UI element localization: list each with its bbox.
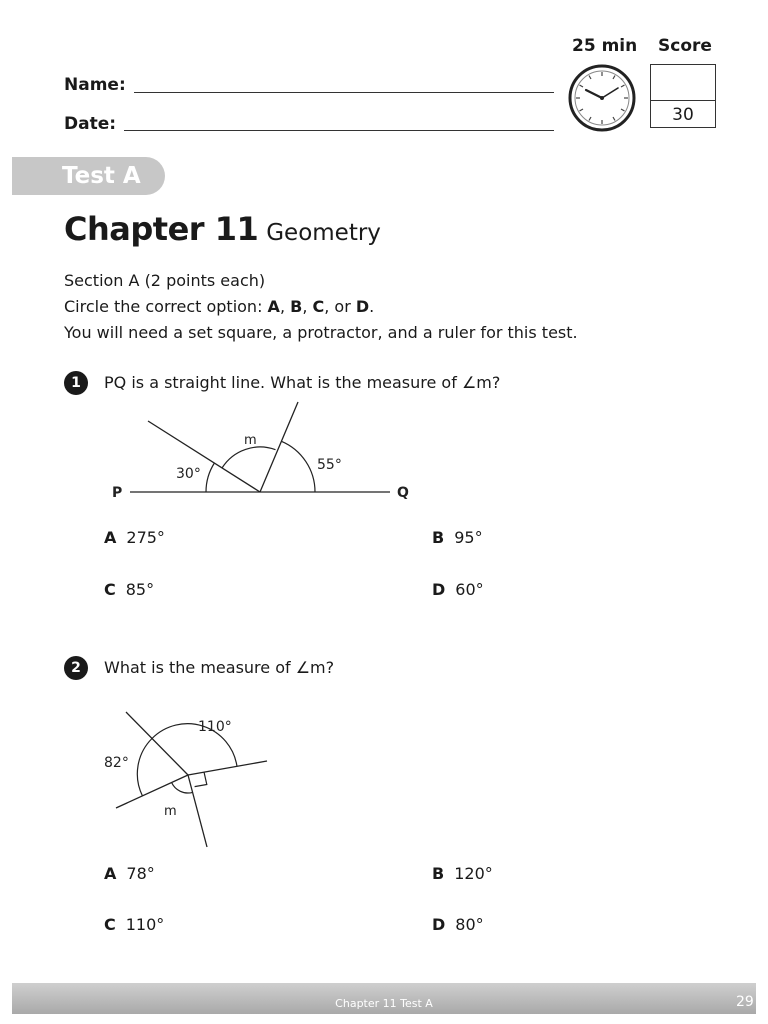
option-1c[interactable]: C 85° bbox=[104, 580, 155, 599]
label-q: Q bbox=[397, 485, 409, 501]
score-input-area[interactable] bbox=[651, 65, 715, 101]
instruction-line: Circle the correct option: A, B, C, or D. bbox=[64, 297, 375, 316]
option-2c[interactable]: C 110° bbox=[104, 915, 165, 934]
time-label: 25 min bbox=[572, 36, 638, 56]
date-label: Date: bbox=[64, 114, 117, 134]
test-tab: Test A bbox=[12, 157, 165, 195]
question-number-2: 2 bbox=[64, 656, 88, 680]
angle-30-label: 30° bbox=[176, 466, 201, 482]
figure-question-1 bbox=[100, 395, 430, 510]
score-total: 30 bbox=[672, 105, 694, 125]
score-box[interactable] bbox=[650, 64, 716, 128]
angle-110-label: 110° bbox=[198, 719, 232, 735]
angle-55-label: 55° bbox=[317, 457, 342, 473]
page-number: 29 bbox=[736, 994, 754, 1010]
option-2b[interactable]: B 120° bbox=[432, 864, 493, 883]
chapter-heading bbox=[64, 210, 381, 248]
name-field[interactable] bbox=[134, 92, 554, 93]
question-text-2: What is the measure of ∠m? bbox=[104, 658, 335, 677]
angle-82-label: 82° bbox=[104, 755, 129, 771]
angle-m-label: m bbox=[164, 804, 177, 819]
chapter-title: Chapter 11 bbox=[64, 210, 259, 248]
section-label: Section A (2 points each) bbox=[64, 271, 266, 290]
name-label: Name: bbox=[64, 75, 126, 95]
option-2a[interactable]: A 78° bbox=[104, 864, 155, 883]
clock-icon bbox=[568, 64, 636, 132]
option-1b[interactable]: B 95° bbox=[432, 528, 483, 547]
option-1a[interactable]: A 275° bbox=[104, 528, 165, 547]
question-number-1: 1 bbox=[64, 371, 88, 395]
figure-question-2 bbox=[100, 705, 280, 855]
option-2d[interactable]: D 80° bbox=[432, 915, 484, 934]
date-field[interactable] bbox=[124, 130, 554, 131]
angle-m-label: m bbox=[244, 433, 257, 448]
label-p: P bbox=[112, 485, 123, 501]
equipment-note: You will need a set square, a protractor, and a ruler for this test. bbox=[64, 323, 578, 342]
question-text-1: PQ is a straight line. What is the measure of ∠m? bbox=[104, 373, 501, 392]
score-label: Score bbox=[658, 36, 712, 56]
chapter-subtitle: Geometry bbox=[266, 220, 381, 246]
instructions bbox=[64, 268, 578, 346]
option-1d[interactable]: D 60° bbox=[432, 580, 484, 599]
footer-text: Chapter 11 Test A bbox=[335, 997, 433, 1010]
